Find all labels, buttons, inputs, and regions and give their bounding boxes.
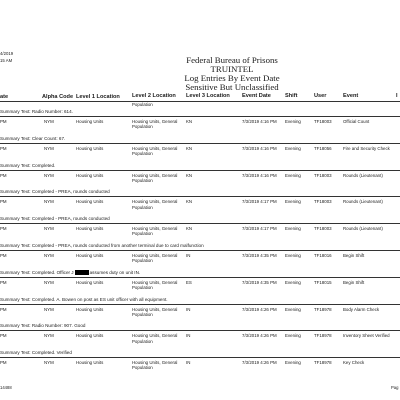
- header-user: User: [314, 93, 327, 99]
- cell-event: Begin Shift: [343, 279, 365, 285]
- cell-alpha-code: NYM: [44, 279, 54, 285]
- cell-level2-location-cont: Population: [132, 365, 153, 371]
- cell-level1-location: Housing Units: [76, 360, 104, 366]
- cell-level2-location-cont: Population: [132, 204, 153, 210]
- cell-level2-location: Housing Units, General: [132, 253, 178, 258]
- cell-level2-location: Housing Units, General: [132, 226, 178, 232]
- cell-event: Official Count: [343, 119, 370, 124]
- cell-event: Rounds (Lieutenant): [343, 172, 383, 178]
- summary-text-main: Summary Text: Completed.: [0, 162, 56, 168]
- cell-time: PM: [0, 360, 7, 366]
- footer-left: 14488: [0, 385, 12, 390]
- cell-event-date: 7/3/2019 4:16 PM: [242, 119, 277, 124]
- cell-alpha-code: NYM: [44, 306, 54, 312]
- summary-text: [0, 189, 110, 194]
- cell-level2-location: Housing Units, General: [132, 172, 178, 178]
- cell-user: TF18003: [314, 199, 332, 205]
- population-fragment: Population: [132, 102, 153, 107]
- cell-event: Body Alarm Check: [343, 306, 380, 312]
- cell-level2-location-cont: Population: [132, 285, 153, 290]
- cell-event: Key Check: [343, 360, 365, 366]
- cell-level3-location: KN: [186, 145, 193, 151]
- summary-text-main: Summary Text: Completed - PREA, rounds conducted from another terminal due to card malfunction: [0, 243, 204, 248]
- row-divider: [0, 143, 400, 144]
- cell-shift: Evening: [285, 333, 301, 339]
- cell-time: PM: [0, 306, 7, 312]
- row-divider: [0, 170, 400, 171]
- summary-text: [0, 109, 73, 114]
- cell-event-date: 7/3/2019 4:26 PM: [242, 360, 277, 366]
- header-level2-location: Level 2 Location: [132, 93, 176, 99]
- cell-event: Fire and Security Check: [343, 145, 390, 151]
- summary-text: [0, 270, 140, 275]
- cell-level3-location: IN: [186, 360, 191, 366]
- summary-text-main: Summary Text: Completed - PREA, rounds conducted: [0, 189, 110, 195]
- header-extra: I: [396, 93, 398, 99]
- summary-text: [0, 350, 72, 355]
- cell-event-date: 7/3/2019 4:35 PM: [242, 253, 277, 258]
- cell-shift: Evening: [285, 306, 301, 312]
- cell-alpha-code: NYM: [44, 226, 54, 232]
- cell-user: TF18056: [314, 145, 332, 151]
- summary-text-main: Summary Text: Clear Count: 67.: [0, 135, 66, 141]
- title-report: Log Entries By Event Date: [184, 73, 280, 83]
- cell-shift: Evening: [285, 119, 301, 124]
- print-time: 15 AM: [0, 58, 13, 63]
- cell-level1-location: Housing Units: [76, 226, 104, 232]
- row-divider: [0, 250, 400, 251]
- row-divider: [0, 196, 400, 197]
- cell-event: Begin Shift: [343, 253, 365, 258]
- cell-time: PM: [0, 253, 7, 258]
- cell-shift: Evening: [285, 360, 301, 366]
- cell-level1-location: Housing Units: [76, 145, 104, 151]
- row-divider: [0, 223, 400, 224]
- cell-level2-location: Housing Units, General: [132, 199, 178, 205]
- cell-time: PM: [0, 333, 7, 339]
- header-alpha-code: Alpha Code: [42, 94, 74, 100]
- redaction-block: [75, 270, 89, 275]
- summary-text-main: Summary Text: Radio Number: 907. Good: [0, 323, 86, 329]
- summary-text-tail: assumes duty on unit IN.: [89, 269, 141, 275]
- cell-user: TF18015: [314, 279, 332, 285]
- cell-event-date: 7/3/2019 4:35 PM: [242, 279, 277, 285]
- cell-alpha-code: NYM: [44, 119, 54, 124]
- cell-shift: Evening: [285, 145, 301, 151]
- cell-level3-location: KN: [186, 119, 193, 124]
- header-event-date: Event Date: [242, 93, 271, 99]
- cell-user: TF18016: [314, 253, 332, 258]
- row-divider: [0, 357, 400, 358]
- cell-time: PM: [0, 226, 7, 232]
- cell-level1-location: Housing Units: [76, 172, 104, 178]
- cell-time: PM: [0, 145, 7, 151]
- cell-level2-location-cont: Population: [132, 338, 153, 344]
- summary-text-main: Summary Text: Completed. A. Bowen on post as ES unit officer with all equipment.: [0, 296, 168, 302]
- cell-level2-location-cont: Population: [132, 231, 153, 237]
- cell-level1-location: Housing Units: [76, 306, 104, 312]
- cell-shift: Evening: [285, 279, 301, 285]
- print-date: 4/2019: [0, 51, 14, 56]
- cell-level2-location-cont: Population: [132, 311, 153, 317]
- cell-user: TF18978: [314, 333, 332, 339]
- footer-page: Pag: [391, 385, 399, 390]
- cell-event-date: 7/3/2019 4:26 PM: [242, 333, 277, 339]
- cell-alpha-code: NYM: [44, 172, 54, 178]
- header-level1-location: Level 1 Location: [76, 94, 120, 100]
- cell-level2-location-cont: Population: [132, 151, 153, 156]
- cell-level2-location-cont: Population: [132, 177, 153, 183]
- header-shift: Shift: [285, 93, 298, 99]
- cell-alpha-code: NYM: [44, 360, 54, 366]
- cell-level3-location: KN: [186, 226, 193, 232]
- cell-level1-location: Housing Units: [76, 279, 104, 285]
- cell-user: TF18003: [314, 119, 332, 124]
- summary-text: [0, 216, 110, 221]
- cell-level2-location: Housing Units, General: [132, 306, 178, 312]
- summary-text-main: Summary Text: Completed - PREA, rounds conducted: [0, 216, 110, 222]
- cell-alpha-code: NYM: [44, 253, 54, 258]
- cell-event-date: 7/3/2019 4:17 PM: [242, 226, 277, 232]
- summary-text: [0, 323, 85, 328]
- title-classification: Sensitive But Unclassified: [185, 82, 279, 92]
- summary-text-main: Summary Text: Completed. Verified: [0, 350, 72, 356]
- cell-alpha-code: NYM: [44, 199, 54, 205]
- cell-alpha-code: NYM: [44, 145, 54, 151]
- cell-level3-location: IN: [186, 253, 191, 258]
- title-system: TRUINTEL: [210, 64, 254, 74]
- cell-shift: Evening: [285, 172, 301, 178]
- header-date: ate: [0, 94, 9, 100]
- header-rule: [0, 101, 400, 102]
- header-level3-location: Level 3 Location: [186, 93, 230, 99]
- cell-event: Inventory Sheet Verified: [343, 333, 390, 339]
- cell-shift: Evening: [285, 253, 301, 258]
- cell-event-date: 7/3/2019 4:16 PM: [242, 145, 277, 151]
- cell-user: TF18978: [314, 306, 332, 312]
- row-divider: [0, 116, 400, 117]
- cell-event-date: 7/3/2019 4:16 PM: [242, 172, 277, 178]
- cell-level2-location: Housing Units, General: [132, 333, 178, 339]
- cell-level1-location: Housing Units: [76, 253, 104, 258]
- row-divider: [0, 277, 400, 278]
- cell-level3-location: IN: [186, 333, 191, 339]
- cell-level2-location-cont: Population: [132, 124, 153, 130]
- summary-text: [0, 297, 168, 302]
- cell-level1-location: Housing Units: [76, 333, 104, 339]
- cell-alpha-code: NYM: [44, 333, 54, 339]
- cell-level2-location: Housing Units, General: [132, 119, 178, 124]
- cell-event: Rounds (Lieutenant): [343, 226, 383, 232]
- cell-level2-location: Housing Units, General: [132, 360, 178, 366]
- cell-time: PM: [0, 119, 7, 124]
- cell-user: TF18003: [314, 226, 332, 232]
- cell-user: TF18978: [314, 360, 332, 366]
- cell-level2-location: Housing Units, General: [132, 279, 178, 285]
- header-event: Event: [343, 93, 359, 99]
- cell-event: Rounds (Lieutenant): [343, 199, 383, 205]
- summary-text: [0, 136, 65, 141]
- cell-shift: Evening: [285, 226, 301, 232]
- cell-time: PM: [0, 172, 7, 178]
- cell-time: PM: [0, 199, 7, 205]
- cell-level3-location: KN: [186, 172, 193, 178]
- cell-level3-location: IN: [186, 306, 191, 312]
- summary-text-main: Summary Text: Radio Number: 614.: [0, 109, 73, 114]
- cell-user: TF18003: [314, 172, 332, 178]
- summary-text: [0, 243, 204, 248]
- cell-level1-location: Housing Units: [76, 199, 104, 205]
- title-agency: Federal Bureau of Prisons: [186, 55, 278, 65]
- cell-level3-location: ES: [186, 279, 192, 285]
- row-divider: [0, 330, 400, 331]
- cell-event-date: 7/3/2019 4:17 PM: [242, 199, 277, 205]
- summary-text: [0, 163, 55, 168]
- row-divider: [0, 304, 400, 305]
- cell-level2-location: Housing Units, General: [132, 145, 178, 151]
- cell-event-date: 7/3/2019 4:26 PM: [242, 306, 277, 312]
- cell-level1-location: Housing Units: [76, 119, 104, 124]
- summary-text-main: Summary Text: Completed. Officer J: [0, 269, 74, 275]
- cell-level2-location-cont: Population: [132, 258, 153, 264]
- cell-time: PM: [0, 279, 7, 285]
- cell-shift: Evening: [285, 199, 301, 205]
- cell-level3-location: KN: [186, 199, 193, 205]
